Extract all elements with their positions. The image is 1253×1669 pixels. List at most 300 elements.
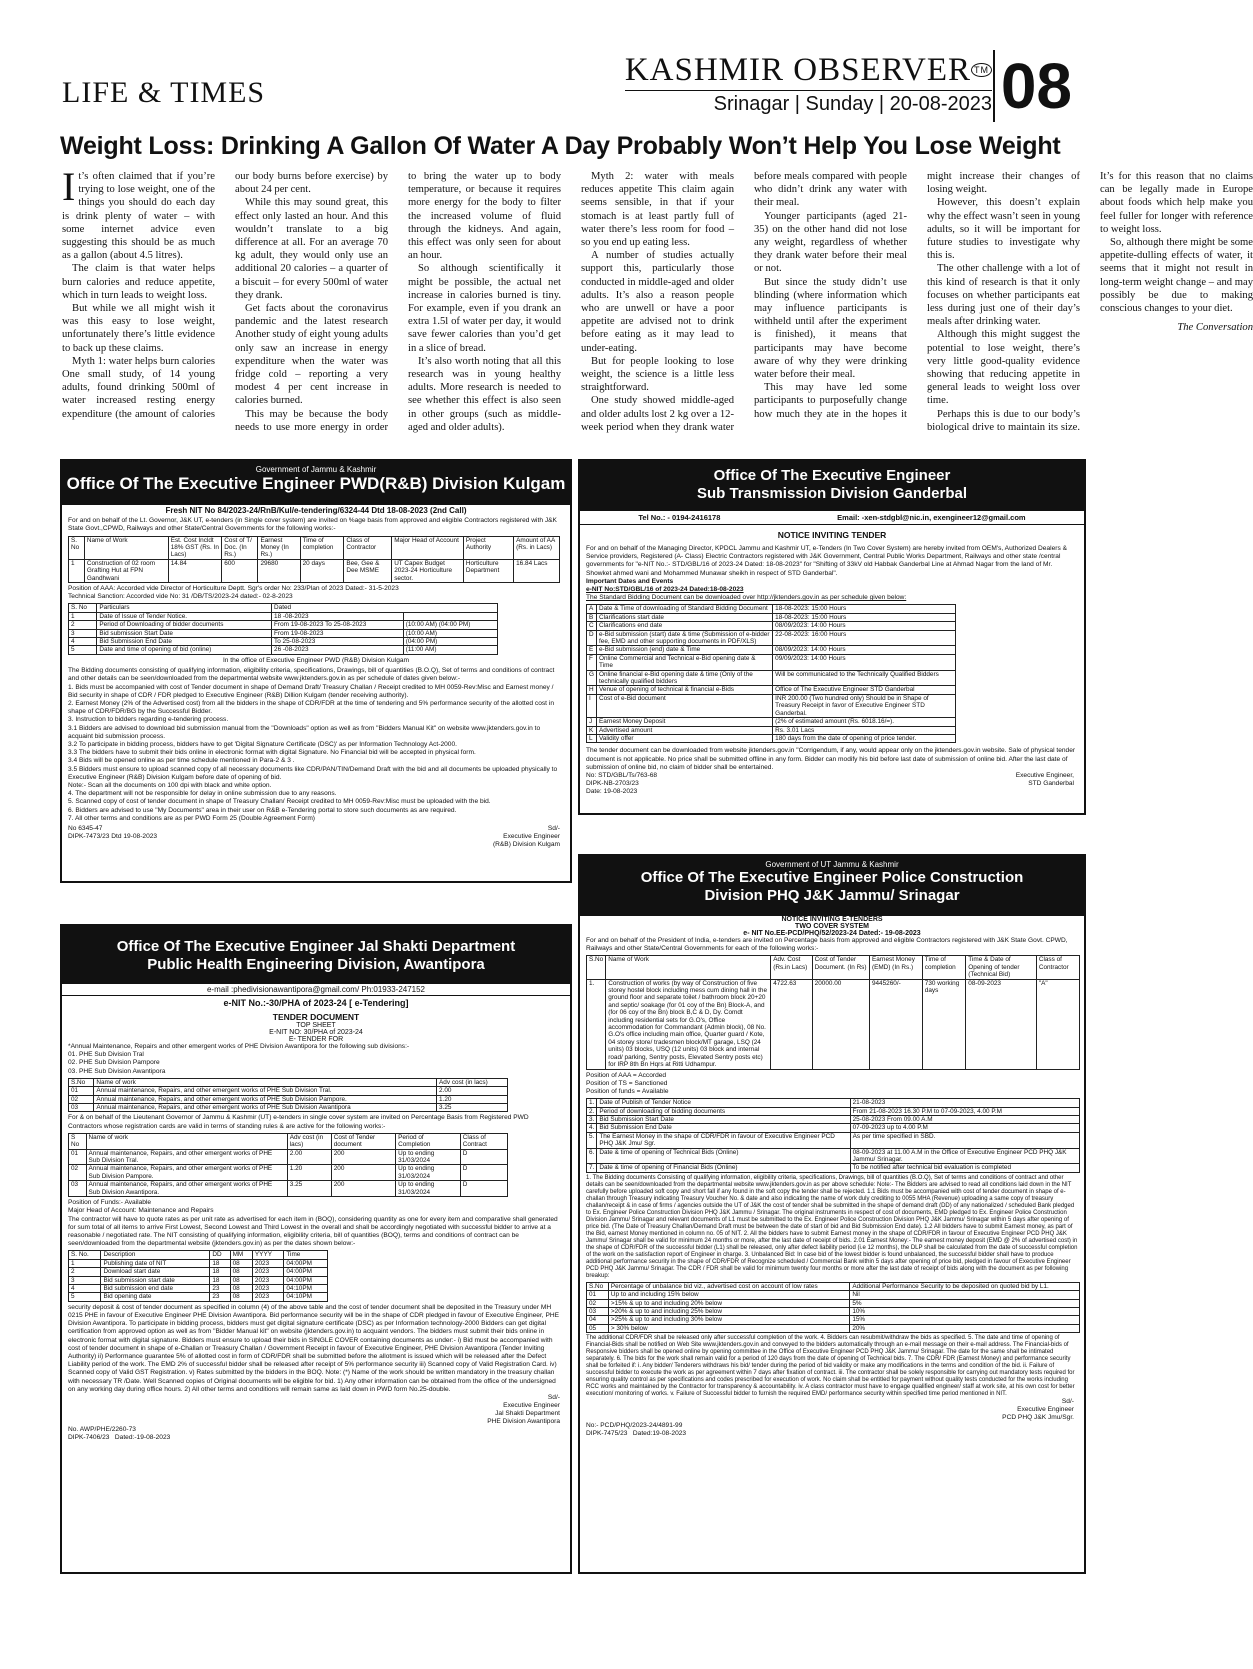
- table-cell: I: [587, 694, 597, 717]
- table-row: [587, 1115, 1080, 1123]
- table-cell: Period of downloading of bidding documents: [597, 1107, 850, 1115]
- table-cell: Annual maintenance, Repairs, and other emergent works of PHE Sub Division Tral.: [86, 1149, 287, 1165]
- column-header: DD: [210, 1251, 230, 1259]
- table-cell: 26 -08-2023: [272, 646, 404, 654]
- table-cell: 3.: [587, 1115, 597, 1123]
- dipk-number: DIPK-7473/23 Dtd 19-08-2023: [68, 833, 158, 841]
- table-cell: Earnest Money Deposit: [596, 718, 772, 726]
- funds-line: Position of Funds:- Available: [68, 1199, 152, 1207]
- ad-header: [580, 856, 1084, 916]
- subdivision-item: 02. PHE Sub Division Pampore: [68, 1059, 160, 1067]
- table-header-row: [587, 1282, 1080, 1290]
- table-cell: INR 200.00 (Two hundred only) Should be in Shape of Treasury Receipt in favor of Executive Engineer STD Ganderbal.: [773, 694, 956, 717]
- table-cell: 2023: [252, 1276, 283, 1284]
- ad-date: Dated:-19-08-2023: [114, 1434, 171, 1442]
- table-cell: Horticulture Department: [463, 559, 513, 582]
- table-cell: Publishing date of NIT: [101, 1259, 210, 1267]
- table-cell: 08/09/2023: 14:00 Hours: [773, 622, 956, 630]
- column-header: Class of Contractor: [344, 536, 392, 559]
- table-cell: Date of Issue of Tender Notice.: [97, 612, 272, 620]
- table-row: [587, 622, 956, 630]
- table-cell: 04:00PM: [284, 1276, 328, 1284]
- ad-header: [62, 461, 570, 505]
- column-header: Cost of Tender Document. (In Rs): [812, 956, 869, 979]
- table-cell: 3.25: [437, 1104, 508, 1112]
- column-header: Class of Contractor: [1036, 956, 1079, 979]
- table-cell: Advertised amount: [596, 726, 772, 734]
- table-cell: From 19-08-2023: [272, 629, 404, 637]
- table-cell: Date & time of opening of Technical Bids (Online): [597, 1148, 850, 1164]
- table-row: [69, 1284, 328, 1292]
- table-cell: 2: [69, 1268, 101, 1276]
- table-cell: D: [460, 1149, 507, 1165]
- table-row: [69, 612, 498, 620]
- terms-text: The additional CDR/FDR shall be released only after successful completion of the work. 4. Bidders can resubmit/withdraw the bids as specified. 5. The date and time of opening of Financial-Bids shall be notified on Web Site www.jktenders.gov.in and conveyed to the bidders automatically through an e-mail message on their e-mail address. The Financial-bids of Responsive bidders shall be opened online by opening committee in the Office of Executive Engineer PCD PHQ J&K Jammu/ Srinagar. The date for the same shall be intimated separately. 6. The bids for the work shall remain valid for a period of 120 days from the date of opening of Technical bids. 7. The CDR/ FDR (Earnest Money) and performance security shall be forfeited if: i. Any bidder/ Tenderers withdraws his bid/ tender during the period of bid validity or make any modifications in the terms and condition of the bid. ii. Failure of successful bidder to execute the work as per agreement within 7 days after fixation of contract. iii. The contractor shall be solely responsible for carrying out mandatory tests required for ensuring quality control as per specifications and codes prescribed for execution of work. No claim shall be entitled for payment without quality tests conducted for the works including RCC works and maintained by the Contractor for transparency & accountability. iv. A class contractor must have to engage qualified engineer/ staff at work site, at his own cost for better execution/ monitoring of works. v. Failure of Successful bidder to furnish the required EMD/ performance security within specified time period mentioned in NIT.: [586, 1335, 1075, 1398]
- ad-header: [580, 461, 1084, 511]
- table-row: [587, 670, 956, 686]
- table-cell: (04:00 PM): [403, 638, 497, 646]
- table-cell: 29680: [258, 559, 300, 582]
- tender-ad-phe-awantipora: [60, 924, 572, 1574]
- cover-system: TWO COVER SYSTEM: [795, 923, 869, 930]
- table-cell: D: [587, 630, 597, 646]
- table-cell: L: [587, 734, 597, 742]
- table-cell: Up to ending 31/03/2024: [396, 1149, 461, 1165]
- table-row: [587, 1107, 1080, 1115]
- column-header: Class of Contract: [460, 1133, 507, 1149]
- column-header: MM: [230, 1251, 252, 1259]
- table-cell: 600: [222, 559, 258, 582]
- ad-intro: For and on behalf of the President of India, e-tenders are invited on Percentage basis from approved and eligible Contractors registered with J&K State Govt. CPWD, Railways and other State/Central Governments for each of the following works:-: [586, 937, 1068, 953]
- table-cell: From 21-08-2023 16.30 P.M to 07-09-2023, 4.00 P.M: [850, 1107, 1079, 1115]
- dateline: Srinagar | Sunday | 20-08-2023: [625, 90, 992, 116]
- table-row: [587, 613, 956, 621]
- signature-line: Sd/-: [547, 824, 560, 832]
- table-cell: 01: [587, 1291, 609, 1299]
- table-row: [69, 1276, 328, 1284]
- trademark-mark: TM: [971, 63, 992, 77]
- table-header-row: [69, 536, 560, 559]
- table-cell: 2023: [252, 1259, 283, 1267]
- paragraph: This may have led some participants to purposefully change how much they ate in the hopes it might increase their changes of losing weight.: [754, 171, 1080, 420]
- signature-line: Executive Engineer: [503, 832, 560, 840]
- masthead: [625, 52, 992, 116]
- table-cell: Clarifications start date: [596, 613, 772, 621]
- paragraph: But for people looking to lose weight, the science is a little less straightforward.: [581, 355, 734, 394]
- table-cell: 18: [210, 1268, 230, 1276]
- table-cell: G: [587, 670, 597, 686]
- table-cell: 08/09/2023: 14:00 Hours: [773, 646, 956, 654]
- ad-title: Office Of The Executive Engineer Police Construction: [640, 869, 1024, 886]
- signature-line: Sd/-: [1061, 1398, 1074, 1406]
- table-header-row: [69, 1133, 508, 1149]
- table-cell: Date and time of opening of bid (online): [97, 646, 272, 654]
- table-cell: 5.: [587, 1132, 597, 1148]
- table-cell: J: [587, 718, 597, 726]
- column-header: Adv cost (in lacs): [437, 1078, 508, 1086]
- table-cell: 18-08-2023: 15:00 Hours: [773, 613, 956, 621]
- table-cell: 15%: [850, 1316, 1080, 1324]
- table-cell: Annual maintenance, Repairs, and other emergent works of PHE Sub Division Awantipora: [94, 1104, 437, 1112]
- term: 3.2 To participate in bidding process, bidders have to get 'Digital Signature Certificate (DSC)' as per Information Technology Act-2000.: [68, 740, 457, 748]
- notice-title: NOTICE INVITING TENDER: [777, 530, 887, 540]
- table-cell: Rs. 3.01 Lacs: [773, 726, 956, 734]
- table-cell: 200: [331, 1181, 395, 1197]
- column-header: Dated: [272, 604, 498, 612]
- table-cell: 05: [587, 1324, 609, 1332]
- table-row: [69, 1104, 508, 1112]
- table-cell: >25% & up to and including 30% below: [608, 1316, 849, 1324]
- column-header: Earnest Money (In Rs.): [258, 536, 300, 559]
- table-cell: 20%: [850, 1324, 1080, 1332]
- table-cell: 1: [69, 612, 97, 620]
- term: 5. Scanned copy of cost of tender document in shape of Treasury Challan/ Receipt credited to MH 0059-Rev:Misc must be uploaded with the bid.: [68, 798, 491, 806]
- article-credit: The Conversation: [1177, 322, 1253, 334]
- table-row: [587, 654, 956, 670]
- table-cell: 1.20: [437, 1095, 508, 1103]
- column-header: YYYY: [252, 1251, 283, 1259]
- table-cell: 20000.00: [812, 979, 869, 1069]
- top-sheet: TOP SHEET: [296, 1022, 336, 1029]
- column-header: S. No: [69, 536, 85, 559]
- column-header: Percentage of unbalance bid viz., advertised cost on account of low rates: [608, 1282, 849, 1290]
- table-header-row: [69, 1251, 328, 1259]
- paragraph: It’s often claimed that if you’re trying to lose weight, one of the things you should do each day is drink plenty of water – with some internet advice even suggesting this should be as much as a gallon (about 4.5 litres).: [62, 164, 215, 262]
- table-cell: 18 -08-2023: [272, 612, 404, 620]
- ad-footer: [580, 772, 1084, 797]
- table-cell: The Earnest Money in the shape of CDR/FDR in favour of Executive Engineer PCD PHQ J&K Jmu/ Sgr.: [597, 1132, 850, 1148]
- table-row: [69, 638, 498, 646]
- dipk-row: [62, 1434, 570, 1442]
- table-cell: 5%: [850, 1299, 1080, 1307]
- column-header: S. No.: [69, 1251, 101, 1259]
- paragraph: So, although there might be some appetite-dulling effects of water, it seems that it might not result in long-term weight change – and may possibly be due to making conscious changes to your diet.: [1100, 237, 1253, 315]
- table-cell: 4722.63: [771, 979, 812, 1069]
- table-cell: 200: [331, 1149, 395, 1165]
- table-header-row: [69, 604, 498, 612]
- reference-number: No:- PCD/PHQ/2023-24/4891-99: [586, 1422, 683, 1430]
- table-cell: 20 days: [300, 559, 344, 582]
- table-row: [587, 630, 956, 646]
- ad-government: Government of Jammu & Kashmir: [255, 465, 377, 474]
- table-cell: 21-08-2023: [850, 1099, 1079, 1107]
- table-cell: To 25-08-2023: [272, 638, 404, 646]
- table-cell: Bee, Gee & Dee MSME: [344, 559, 392, 582]
- table-row: [587, 726, 956, 734]
- term: 3. Instruction to bidders regarding e-tendering process.: [68, 716, 229, 724]
- paragraph: Younger participants (aged 21-35) on the other hand did not lose any weight, regardless of whether they drank water before their meal or not.: [754, 210, 907, 275]
- table-cell: 03: [587, 1307, 609, 1315]
- column-header: S.No: [69, 1078, 94, 1086]
- table-cell: Date of Publish of Tender Notice: [597, 1099, 850, 1107]
- terms-text: The contractor will have to quote rates as per unit rate as advertised for each item in (BOQ), considering quantity as one for every item and comparative shall generated for sum total of all items to arrive First Lowest, Second Lowest and Third Lowest in the overall and shall be accordingly negotiated with successful bidder to arrive at a reasonable / negotiated rate. The NIT consisting of qualifying information, eligibility criteria, bill of quantities (BOQ), terms and conditions of contract can be seen/downloaded from the departmental website (jktenders.gov.in) as per the dates shown below:-: [68, 1215, 558, 1248]
- article-headline: Weight Loss: Drinking A Gallon Of Water A Day Probably Won’t Help You Lose Weight: [60, 132, 1061, 160]
- works-summary-table: [68, 1078, 508, 1113]
- column-header: Time & Date of Opening of tender (Technical Bid): [966, 956, 1037, 979]
- dipk-number: DIPK-NB-2703/23: [586, 780, 639, 788]
- term: 3.1 Bidders are advised to download bid submission manual from the "Downloads" option as well as from "Bidders Manual Kit" on website www.jktenders.gov.in to acquaint bid submission process.: [68, 724, 541, 740]
- dipk-row: [580, 1430, 1084, 1438]
- table-row: [587, 605, 956, 613]
- table-cell: Bid submission Start Date: [97, 629, 272, 637]
- table-row: [69, 1181, 508, 1197]
- table-cell: > 30% below: [608, 1324, 849, 1332]
- table-cell: 08-09-2023 at 11.00 A.M in the Office of Executive Engineer PCD PHQ J&K Jammu/ Srinagar.: [850, 1148, 1079, 1164]
- terms-list: [62, 667, 570, 823]
- table-cell: Construction of 02 room Grafting Hut at FPN Gandhwani: [84, 559, 168, 582]
- table-cell: D: [460, 1181, 507, 1197]
- table-cell: Validity offer: [596, 734, 772, 742]
- schedule-table: [586, 604, 956, 743]
- works-table: [68, 1133, 508, 1197]
- enit-number: E-NIT NO: 30/PHA of 2023-24: [269, 1029, 363, 1036]
- table-cell: Clarifications end date: [596, 622, 772, 630]
- table-cell: 08: [230, 1276, 252, 1284]
- table-cell: Bid submission start date: [101, 1276, 210, 1284]
- table-cell: (2% of estimated amount (Rs. 6018.16/=).: [773, 718, 956, 726]
- table-cell: 1.: [587, 1099, 597, 1107]
- table-row: [69, 1259, 328, 1267]
- signature-block: [1016, 772, 1084, 797]
- notice-title: NOTICE INVITING E-TENDERS: [781, 916, 883, 923]
- article-body: [62, 164, 1253, 440]
- table-row: [587, 1132, 1080, 1148]
- paragraph: So although scientifically it might be possible, the actual net increase in calories burned is tiny. For example, even if you drank an extra 1.5l of water per day, it would save fewer calories than you’d get in a slice of bread.: [408, 263, 561, 354]
- table-cell: 08: [230, 1268, 252, 1276]
- table-cell: E: [587, 646, 597, 654]
- table-cell: B: [587, 613, 597, 621]
- dipk-number: DIPK-7406/23: [68, 1434, 110, 1442]
- aaa-line: Position of AAA = Accorded: [586, 1071, 667, 1079]
- phone-number: Tel No.: - 0194-2416178: [638, 513, 721, 522]
- table-cell: 2023: [252, 1268, 283, 1276]
- table-cell: 6.: [587, 1148, 597, 1164]
- ad-intro: For and on behalf of the Lt. Governor, J&K UT, e-tenders (in Single cover system) are invited on %age basis from approved and eligible Contractors registered with J&K State Govt.,CPWD, Railways and other State/Central Governments for the following works:-: [68, 517, 557, 533]
- paragraph: The other challenge with a lot of this kind of research is that it only focuses on whether participants eat less during just one of their day’s meals after drinking water.: [927, 263, 1080, 328]
- contact-row: e-mail :phedivisionawantipora@gmail.com/ Ph:01933-247152: [62, 984, 570, 996]
- table-cell: Up to and including 15% below: [608, 1291, 849, 1299]
- table-cell: 1.: [587, 979, 606, 1069]
- table-cell: 08: [230, 1284, 252, 1292]
- table-cell: Nil: [850, 1291, 1080, 1299]
- table-cell: Date & Time of downloading of Standard Bidding Document: [596, 605, 772, 613]
- tender-ad-police-construction: [578, 854, 1086, 1574]
- dipk-number: DIPK-7475/23: [586, 1430, 628, 1438]
- column-header: Time of completion: [922, 956, 966, 979]
- column-header: Project Authority: [463, 536, 513, 559]
- column-header: Name of work: [94, 1078, 437, 1086]
- table-cell: 03: [69, 1181, 87, 1197]
- table-row: [69, 1293, 328, 1301]
- column-header: Particulars: [97, 604, 272, 612]
- tender-ad-pwd-kulgam: [60, 459, 572, 883]
- ad-title: Sub Transmission Division Ganderbal: [696, 485, 968, 502]
- table-cell: Annual maintenance, Repairs, and other emergent works of PHE Sub Division Pampore.: [94, 1095, 437, 1103]
- paragraph: Perhaps this is due to our body’s biological drive to maintain its size. It’s for this reason that no claims can be legally made in Europe about foods which help make you feel fuller for longer with reference to weight loss.: [927, 171, 1253, 433]
- table-cell: 02: [587, 1299, 609, 1307]
- funds-line: Major Head of Account: Maintenance and Repairs: [68, 1207, 214, 1215]
- doc-title: TENDER DOCUMENT: [272, 1012, 360, 1022]
- table-row: [69, 621, 498, 629]
- term: 3.3 The bidders have to submit their bids online in electronic format with digital Signature. No Financial bid will be accepted in physical form.: [68, 749, 476, 757]
- column-header: Name of Work: [606, 956, 771, 979]
- term: 7. All other terms and conditions are as per PWD Form 25 (Double Agreement Form): [68, 814, 316, 822]
- signature-line: Executive Engineer: [503, 1401, 560, 1409]
- table-cell: 2023: [252, 1284, 283, 1292]
- table-row: [587, 1148, 1080, 1164]
- table-row: [587, 686, 956, 694]
- table-cell: UT Capex Budget 2023-24 Horticulture sector.: [392, 559, 464, 582]
- paragraph: This may be because the body needs to use more energy in order to bring the water up to body temperature, or because it requires more energy for the body to filter the increased volume of fluid through the kidneys. And again, this effect was only seen for about an hour.: [235, 171, 561, 433]
- page-number: 08: [993, 50, 1072, 122]
- column-header: Major Head of Account: [392, 536, 464, 559]
- column-header: S No: [69, 1133, 87, 1149]
- signature-block: [580, 1398, 1084, 1422]
- column-header: S.No: [587, 1282, 609, 1290]
- term: 4. The department will not be responsible for delay in online submission due to any reasons.: [68, 790, 337, 798]
- reference-number: No 6345-47: [68, 824, 103, 832]
- table-cell: 2.00: [437, 1087, 508, 1095]
- table-cell: Download start date: [101, 1268, 210, 1276]
- paragraph: Although this might suggest the potential to lose weight, there’s very little good-quality evidence showing that reducing appetite in general leads to weight loss over time.: [927, 329, 1080, 407]
- table-cell: 18: [210, 1259, 230, 1267]
- column-header: S.No: [587, 956, 606, 979]
- aaa-line: Position of TS = Sanctioned: [586, 1079, 668, 1087]
- table-cell: 18: [210, 1276, 230, 1284]
- table-cell: Online Commercial and Technical e-Bid opening date & Time: [596, 654, 772, 670]
- signature-line: PHE Division Awantipora: [487, 1417, 560, 1425]
- table-row: [587, 1299, 1080, 1307]
- term: 1. Bids must be accompanied with cost of Tender document in shape of Demand Draft/ Treasury Challan / Receipt credited to MH 0059-Rev:Misc and Earnest money / Bid security in shape of CDR / FDR pledged to Executive Engineer (R&B) Dillion Kulgam (tender receiving authority).: [68, 683, 554, 699]
- table-cell: 03: [69, 1104, 94, 1112]
- table-cell: 2: [69, 621, 97, 629]
- signature-block: [493, 825, 570, 849]
- table-cell: 08: [230, 1259, 252, 1267]
- table-cell: 10%: [850, 1307, 1080, 1315]
- table-row: [69, 629, 498, 637]
- table-cell: 3: [69, 1276, 101, 1284]
- table-cell: F: [587, 654, 597, 670]
- table-row: [587, 1124, 1080, 1132]
- column-header: Cost of Tender document: [331, 1133, 395, 1149]
- table-cell: 200: [331, 1165, 395, 1181]
- table-cell: Online financial e-Bid opening date & time (Only of the technically qualified bidders: [596, 670, 772, 686]
- table-cell: A: [587, 605, 597, 613]
- paragraph: While this may sound great, this effect only lasted an hour. And this wouldn’t translate to a big difference at all. For an average 70 kg adult, they would only use an additional 20 calories – a quarter of a biscuit – for every 500ml of water they drank.: [235, 197, 388, 301]
- reference-number: No: STD/GBL/Ts/763-68: [586, 771, 658, 779]
- terms-text: security deposit & cost of tender document as specified in column (4) of the above table and the cost of tender document shall be deposited in the Treasury under MH 0215 PHE in favour of Executive Engineer PHE Division Awantipora. Bid performance security will be in the shape of CDR pledged in favour of Executive Engineer, PHE Division Awantipora. To participate in bidding process, bidders must get digital signature certificate (DSC) as per Information technology-2000 Bidders can get digital certification from approved option as well as from "Bidder Manual kit" on website (jktenders.gov.in) to acquaint vendors. The bidders must submit their bids online in electronic format with digital signature. Bidders must ensure to upload their bids in SINGLE COVER containing documents as under:- i) Bid must be accompanied with cost of tender document in shape of e-Challan or Treasury Challan / Government Receipt in favour of Executive Engineer, PHE Division Awantipora (Tender Inviting Authority) ii) Performance guarantee 5% of allotted cost in form of CDR/FDR shall be submitted before the allotment is issued which will be released after the Defect Liability period of the work. The EMD 2% of successful bidder shall be released after receipt of 5% performance security iii) Scanned copy of Valid Registration Card. iv) Scanned copy of Valid GST Registration. v) Rates submitted by the bidders in the BOQ. Note: (*) Name of the work should be written mandatory in the treasury challan with necessary TR /Date. Well Scanned copies of Original documents will be eligible for bid. 1) Any other information can be obtained from the office of the undersigned on any working day during office hours. 2) All other terms and conditions will remain same as laid down in PWD form No.25-double.: [68, 1303, 560, 1393]
- paragraph: But since the study didn’t use blinding (where information which may influence participants is withheld until after the experiment is finished), it means that participants may have become aware of why they were drinking water before their meal.: [754, 276, 907, 381]
- table-cell: Bid Submission End Date: [597, 1124, 850, 1132]
- table-cell: 08: [230, 1293, 252, 1301]
- reference-number: No. AWP/PHE/2260-73: [68, 1425, 136, 1433]
- table-cell: e-Bid submission (start) date & time (Submission of e-bidder fee, EMD and other supporting documents in PDF/XLS): [596, 630, 772, 646]
- table-cell: 04:00PM: [284, 1259, 328, 1267]
- paragraph: However, this doesn’t explain why the effect wasn’t seen in young adults, so it will be important for future studies to investigate why this is.: [927, 197, 1080, 262]
- ad-intro: For and on behalf of the Managing Director, KPDCL Jammu and Kashmir UT, e-Tenders (In Two Cover System) are hereby invited from OEM's, Authorized Dealers & Service providers, Registered (A- Class) Electric Contractors registered with J&K Government, Central Public Works Department, Railways and other state /central governments for "e-NIT No.:- STD/GBL/16 of 2023-24 Dated: 18-08-2023" for "Shifting of 33kV old Habbak Ganderbal Line at Ahmad Nagar from the land of Mr. Showket ahmed wani and Mohammed Munawar sheikh in respect of STD Ganderbal".: [586, 545, 1067, 577]
- table-row: [587, 1316, 1080, 1324]
- paragraph: The claim is that water helps burn calories and reduce appetite, which in turn leads to weight loss.: [62, 263, 215, 301]
- table-cell: 08-09-2023: [966, 979, 1037, 1069]
- table-cell: 02: [69, 1165, 87, 1181]
- table-cell: 1: [69, 559, 85, 582]
- table-cell: 180 days from the date of opening of price tender.: [773, 734, 956, 742]
- table-cell: 09/09/2023: 14:00 Hours: [773, 654, 956, 670]
- table-cell: K: [587, 726, 597, 734]
- table-cell: Will be communicated to the Technically Qualified Bidders: [773, 670, 956, 686]
- table-cell: 04:00PM: [284, 1268, 328, 1276]
- table-cell: 04:10PM: [284, 1284, 328, 1292]
- signature-line: STD Ganderbal: [1028, 779, 1074, 787]
- table-cell: Date & time of opening of Financial Bids (Online): [597, 1164, 850, 1172]
- signature-line: PCD PHQ J&K Jmu/Sgr.: [1002, 1414, 1074, 1422]
- table-row: [587, 734, 956, 742]
- table-cell: >15% & up to and including 20% below: [608, 1299, 849, 1307]
- nit-number: e- NIT No.EE-PCD/PHQ/52/2023-24 Dated:- 19-08-2023: [743, 930, 921, 937]
- column-header: Additional Performance Security to be deposited on quoted bid by L1.: [850, 1282, 1080, 1290]
- table-cell: 2023: [252, 1293, 283, 1301]
- table-cell: C: [587, 622, 597, 630]
- table-cell: Cost of e-Bid document: [596, 694, 772, 717]
- paragraph: Myth 2: water with meals reduces appetite This claim again seems sensible, in that if your stomach is at least partly full of water there’s less room for food – so you end up eating less.: [581, 171, 734, 249]
- table-row: [69, 1149, 508, 1165]
- column-header: Adv. Cost (Rs.in Lacs): [771, 956, 812, 979]
- tender-for: E- TENDER FOR: [288, 1036, 344, 1043]
- term: The Bidding documents consisting of qualifying information, eligibility criteria, specifications, Drawings, bill of quantities (B.O.Q), Set of terms and conditions of contract and other details can be seen/downloaded from the departmental website www.jktenders.gov.in as per schedule of dates given below:-: [68, 667, 555, 683]
- dates-table: [68, 603, 498, 654]
- table-cell: 16.84 Lacs: [514, 559, 560, 582]
- table-cell: Annual maintenance, Repairs, and other emergent works of PHE Sub Division Pampore.: [86, 1165, 287, 1181]
- table-row: [587, 718, 956, 726]
- table-cell: 1: [69, 1259, 101, 1267]
- column-header: Time of completion: [300, 536, 344, 559]
- ad-title: Office Of The Executive Engineer: [713, 467, 951, 484]
- table-row: [587, 694, 956, 717]
- ad-government: Government of UT Jammu & Kashmir: [765, 860, 899, 869]
- table-cell: 18-08-2023: 15:00 Hours: [773, 605, 956, 613]
- ad-header: [62, 926, 570, 984]
- works-table: [586, 955, 1080, 1069]
- table-cell: D: [460, 1165, 507, 1181]
- ad-title: Division PHQ J&K Jammu/ Srinagar: [704, 887, 960, 904]
- brand-name: KASHMIR OBSERVER: [624, 52, 971, 88]
- table-cell: Construction of works (by way of Construction of five storey hostel block including mess cum dining hall in the ground floor and separate toilet / bathroom block 20+20 and septic/ soakage (for 01 coy of the Bn) Block-A, and (for 06 coy of the Bn) block B,C & D, Dy. Comdt including residential sets for G.O's, Office accommodation for Commandant (Admin block), 08 No. G.O's office including main office, Quarter guard / Kote, 04 storey store/ tradesmen block/MT garage, LSQ (24 units) 03 blocks, USQ (12 units) 03 block and internal road/ parking, Sentry posts, Elevated Sentry posts etc) for IRP 8th Bn Hqrs at Ritti Udhampur.: [606, 979, 771, 1069]
- dates-table: [586, 1098, 1080, 1173]
- table-cell: As per time specified in SBD.: [850, 1132, 1079, 1148]
- column-header: Description: [101, 1251, 210, 1259]
- dates-table: [68, 1250, 328, 1301]
- table-cell: 23: [210, 1293, 230, 1301]
- important-dates-label: Important Dates and Events: [586, 577, 674, 585]
- table-cell: Period of Downloading of bidder documents: [97, 621, 272, 629]
- column-header: Est. Cost Incldt 18% GST (Rs. In Lacs): [168, 536, 222, 559]
- table-cell: Annual maintenance, Repairs, and other emergent works of PHE Sub Division Awantipora.: [86, 1181, 287, 1197]
- column-header: Time: [284, 1251, 328, 1259]
- signature-line: Executive Engineer,: [1015, 771, 1074, 779]
- table-row: [69, 1087, 508, 1095]
- terms-text: 1. The Bidding documents Consisting of qualifying information, eligibility criteria, specifications, Drawings, bill of quantities (B.O.Q), Set of terms and conditions of contract and other details can be seen/downloaded from the departmental website www.jktenders.gov.in as per above schedule: Note:- The Bidders are advised to read all conditions laid down in the NIT carefully before uploaded soft copy and short fall if any found in the soft copy the tender shall be rejected. 1.1 Bids must be accompanied with cost of tender document in shape of e-challan through Treasury indicating Treasury Voucher No. & date and also indicating the name of work duly crediting to 0055 MHA (Revenue) uploading a same copy of treasury challan/receipt & in case of firms / agencies outside the UT of J&K the cost of tender shall be submitted in the shape of demand draft (DD) of any nationalized / scheduled Bank pledged to Ex. Engineer Police Construction Division PHQ J&K Jammu / Srinagar. The original instruments in respect of cost of documents, EMD pledged to Ex. Engineer Police Construction Division Jammu/ Srinagar and relevant documents of L1 must be submitted to the Ex. Engineer Police Construction Division PHQ J&K Jammu/ Srinagar within 5 days after opening of price bid. (The Date of Treasury Challan/Demand Draft must be between the date of start of bid and Bid Submission End date). 1.2 All bidders have to submit Earnest money, as part of the Bid, earnest Money mentioned in column no. 05 of NIT. 2. All the bidders have to submit Earnest money in the shape of CDR/FDR in favour of Executive Engineer PCD PHQ J&K Jammu/ Srinagar shall be valid for minimum 24 months or more, after the last date of receipt of bids. 2.01 Earnest Money:- The earnest money deposit (EMD @ 2% of advertised cost) in the shape of CDR/FDR of the successful bidder (L1) shall be released, only after defect liability period (i.e 12 months), the DLP shall be calculated from the date of successful completion of the work on the satisfaction report of Engineer in charge. 3. Unbalanced Bid: In case bid of the lowest bidder is found unbalanced, the successful bidder shall have to produce additional performance security in the shape of CDR/FDR of Recognize scheduled / Commercial Bank within 5 days after opening of price bid, pledged in favour of Executive Engineer PCD PHQ J&K Jammu/ Srinagar. The CDR / FDR shall be valid for minimum twenty four months or more after the last date of receipt of bids along with the document as per following breakup:: [586, 1174, 1078, 1279]
- table-cell: Office of The Executive Engineer STD Ganderbal: [773, 686, 956, 694]
- term: 2. Earnest Money (2% of the Advertised cost) from all the bidders in the shape of CDR/FDR at the time of tendering and 5% performance security of the allotted cost in shape of CDR/FDR/BG by the Successful Bidder.: [68, 699, 554, 716]
- table-row: [587, 1164, 1080, 1172]
- table-cell: Bid submission end date: [101, 1284, 210, 1292]
- table-cell: 01: [69, 1087, 94, 1095]
- term: Note:- Scan all the documents on 100 dpi with black and white option.: [68, 781, 272, 789]
- ad-intro: *Annual Maintenance, Repairs and other emergent works of PHE Division Awantipora for the following sub divisions:-: [68, 1043, 410, 1050]
- table-cell: 5: [69, 1293, 101, 1301]
- table-cell: 2.: [587, 1107, 597, 1115]
- ad-date: Dated:19-08-2023: [632, 1430, 687, 1438]
